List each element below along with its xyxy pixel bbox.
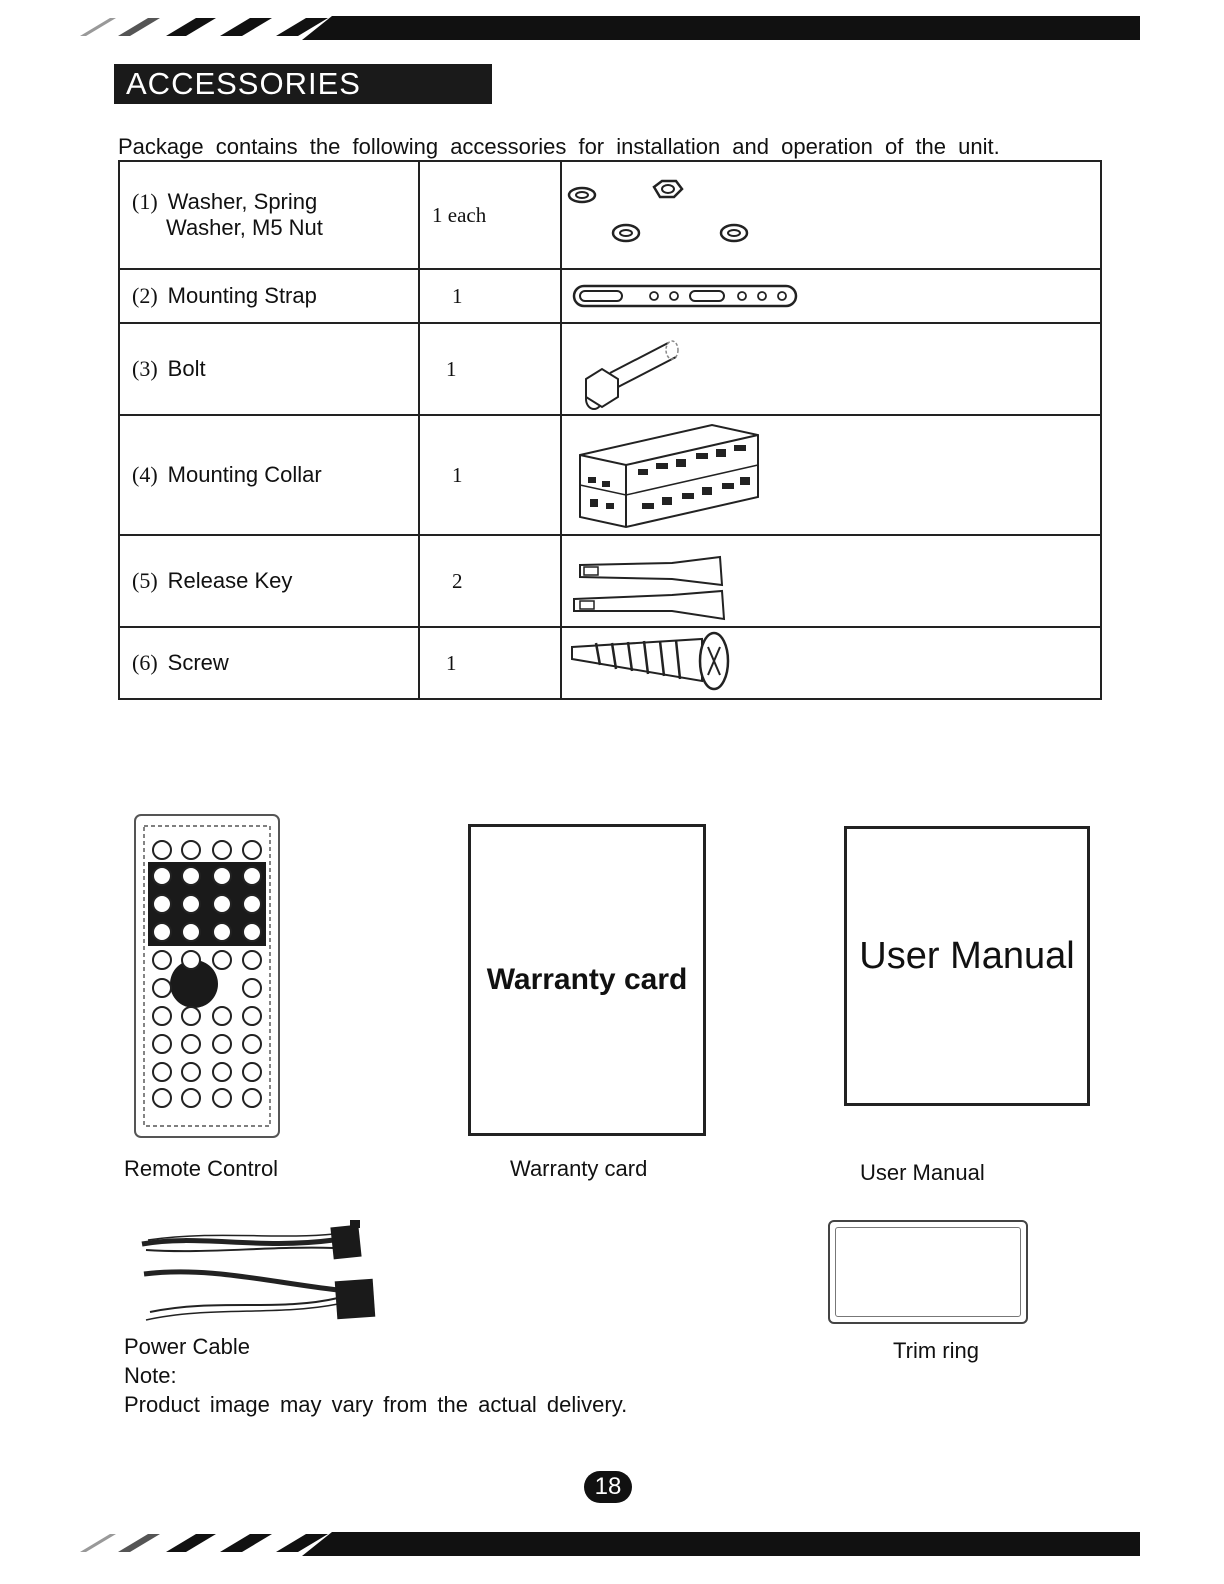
item-qty: 1 bbox=[452, 283, 463, 308]
table-cell-qty bbox=[419, 323, 561, 415]
item-qty: 1 each bbox=[432, 202, 487, 227]
release-key-icon bbox=[562, 537, 742, 625]
table-cell-name bbox=[119, 323, 419, 415]
table-cell-qty bbox=[419, 161, 561, 269]
warranty-card-label: Warranty card bbox=[510, 1156, 648, 1181]
power-cable-label: Power Cable bbox=[124, 1334, 250, 1359]
item-name: Release Key bbox=[167, 568, 293, 593]
user-manual-box-text: User Manual bbox=[859, 935, 1075, 977]
item-number: (3) bbox=[132, 356, 158, 381]
table-cell-illustration bbox=[561, 415, 1101, 535]
table-cell-name bbox=[119, 415, 419, 535]
table-cell-illustration bbox=[561, 323, 1101, 415]
table-cell-name bbox=[119, 269, 419, 323]
trim-ring-image bbox=[828, 1220, 1028, 1324]
table-cell-illustration bbox=[561, 161, 1101, 269]
table-row bbox=[119, 415, 1101, 535]
table-cell-name bbox=[119, 627, 419, 699]
page-number: 18 bbox=[584, 1471, 632, 1503]
item-qty: 2 bbox=[452, 568, 463, 593]
section-title: ACCESSORIES bbox=[114, 64, 492, 104]
table-row bbox=[119, 535, 1101, 627]
table-cell-qty bbox=[419, 627, 561, 699]
note-text: Product image may vary from the actual delivery. bbox=[124, 1392, 628, 1417]
item-name: Bolt bbox=[167, 356, 206, 381]
table-cell-name bbox=[119, 161, 419, 269]
table-row bbox=[119, 627, 1101, 699]
remote-control-icon bbox=[134, 814, 280, 1138]
bolt-icon bbox=[562, 325, 702, 413]
remote-control-label: Remote Control bbox=[124, 1156, 279, 1181]
washers-nut-icon bbox=[562, 165, 762, 265]
item-number: (2) bbox=[132, 283, 158, 308]
item-number: (6) bbox=[132, 650, 158, 675]
table-row bbox=[119, 269, 1101, 323]
warranty-card-box-text: Warranty card bbox=[486, 963, 688, 996]
power-cable-icon bbox=[138, 1220, 386, 1328]
table-cell-illustration bbox=[561, 269, 1101, 323]
mounting-collar-icon bbox=[562, 417, 782, 533]
table-cell-qty bbox=[419, 535, 561, 627]
header-stripe-bar bbox=[70, 14, 1140, 40]
screw-icon bbox=[562, 629, 742, 697]
item-name: Washer, Spring bbox=[167, 189, 318, 214]
item-qty: 1 bbox=[446, 356, 457, 381]
item-qty: 1 bbox=[446, 650, 457, 675]
trim-ring-label: Trim ring bbox=[893, 1338, 979, 1363]
mounting-strap-icon bbox=[562, 276, 822, 316]
warranty-card-image bbox=[468, 824, 706, 1136]
item-number: (1) bbox=[132, 189, 158, 214]
user-manual-image bbox=[844, 826, 1090, 1106]
table-row bbox=[119, 323, 1101, 415]
accessories-table bbox=[118, 160, 1102, 700]
table-cell-qty bbox=[419, 269, 561, 323]
table-cell-qty bbox=[419, 415, 561, 535]
footer-stripe-bar bbox=[70, 1530, 1140, 1556]
item-name: Screw bbox=[167, 650, 229, 675]
item-qty: 1 bbox=[452, 462, 463, 487]
user-manual-label: User Manual bbox=[860, 1160, 985, 1185]
item-number: (4) bbox=[132, 462, 158, 487]
item-name: Mounting Strap bbox=[167, 283, 317, 308]
item-name-line2: Washer, M5 Nut bbox=[166, 215, 323, 240]
item-name: Mounting Collar bbox=[167, 462, 322, 487]
table-cell-name bbox=[119, 535, 419, 627]
table-cell-illustration bbox=[561, 535, 1101, 627]
note-title: Note: bbox=[124, 1363, 177, 1388]
table-row bbox=[119, 161, 1101, 269]
item-number: (5) bbox=[132, 568, 158, 593]
table-cell-illustration bbox=[561, 627, 1101, 699]
intro-text: Package contains the following accessories for installation and operation of the unit. bbox=[118, 134, 1000, 159]
